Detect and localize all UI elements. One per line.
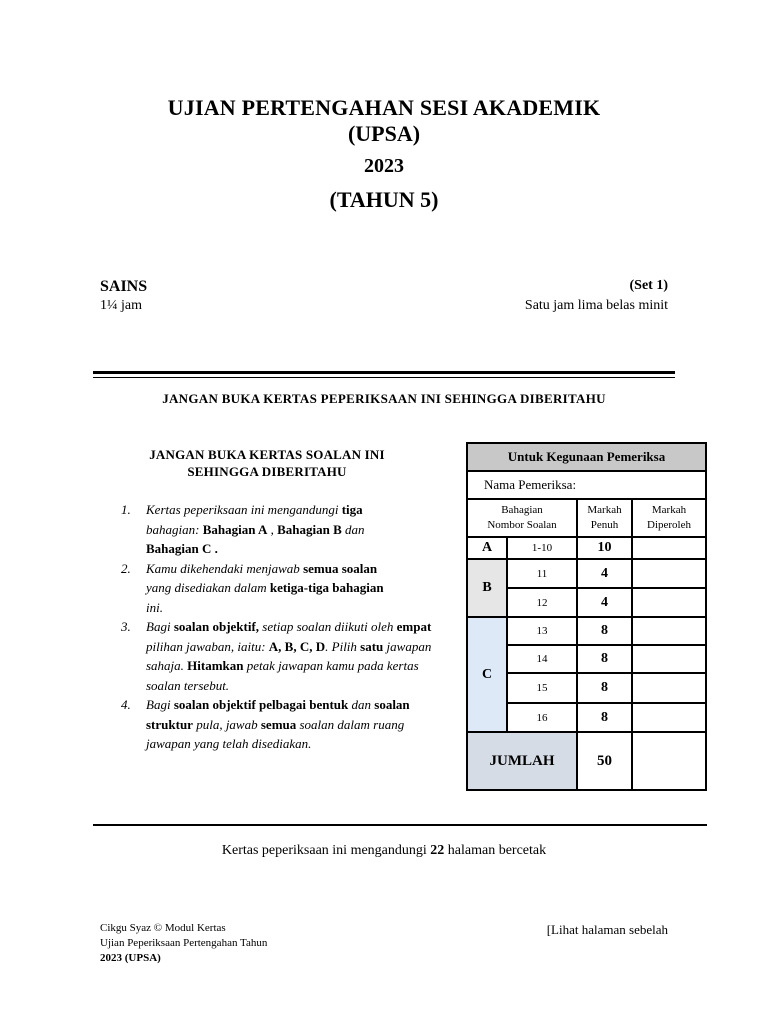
column-header-text: Bahagian <box>501 504 543 516</box>
instruction-text: jawapan sahaja. <box>146 638 432 673</box>
marks-obtained-cell <box>632 588 706 617</box>
exam-duration-words: Satu jam lima belas minit <box>524 298 668 313</box>
total-full-marks: 50 <box>577 732 632 790</box>
instruction-bold: Bahagian B <box>277 521 342 537</box>
instruction-number: 1. <box>121 502 131 517</box>
divider-thick <box>93 371 675 374</box>
instruction-text: petak jawapan kamu pada kertas soalan tersebut. <box>146 658 419 693</box>
instruction-text: pilihan jawaban, iaitu: <box>146 638 269 654</box>
question-number: 14 <box>507 645 577 673</box>
instruction-text: dan <box>348 697 375 712</box>
subject-name: SAINS <box>100 278 148 295</box>
instruction-bold: Bahagian C . <box>146 541 218 556</box>
instruction-bold: soalan struktur <box>146 697 410 732</box>
full-marks: 8 <box>577 645 632 673</box>
column-header-text: Penuh <box>590 519 619 531</box>
exam-duration: 1¼ jam <box>100 298 142 313</box>
marks-obtained-cell <box>632 617 706 645</box>
page-count-note <box>0 843 768 859</box>
exam-grade: (TAHUN 5) <box>329 187 439 212</box>
page-count-number: 22 <box>430 843 445 858</box>
column-header-text: Diperoleh <box>647 519 691 531</box>
footer-line: Ujian Peperiksaan Pertengahan Tahun <box>100 937 268 949</box>
section-b-label: B <box>467 559 507 617</box>
marks-obtained-cell <box>632 559 706 588</box>
instructions-heading-line1: JANGAN BUKA KERTAS SOALAN INI <box>149 447 385 462</box>
question-number: 16 <box>507 703 577 732</box>
instruction-text: dan <box>341 521 365 537</box>
instruction-bold: soalan objektif pelbagai bentuk <box>173 697 349 712</box>
question-number: 1-10 <box>507 537 577 559</box>
instruction-text: ini. <box>146 599 163 615</box>
full-marks: 8 <box>577 617 632 645</box>
column-header-text: Markah <box>651 504 687 516</box>
exam-year: 2023 <box>364 155 404 177</box>
instruction-item <box>121 617 433 695</box>
instructions-heading <box>120 446 414 480</box>
instruction-item <box>121 559 433 618</box>
column-header-section <box>467 499 577 537</box>
instruction-bold: soalan objektif, <box>173 619 260 634</box>
instruction-bold: semua <box>260 716 297 732</box>
instruction-bold: tiga <box>341 502 363 517</box>
instruction-text: yang disediakan dalam <box>146 580 270 595</box>
marks-obtained-cell <box>632 703 706 732</box>
instruction-bold: satu <box>360 638 384 654</box>
full-marks: 8 <box>577 673 632 703</box>
instruction-bold: ketiga-tiga bahagian <box>269 580 384 595</box>
instruction-item <box>121 500 433 559</box>
full-marks: 4 <box>577 559 632 588</box>
full-marks: 8 <box>577 703 632 732</box>
total-label: JUMLAH <box>467 732 577 790</box>
instruction-text: setiap soalan diikuti oleh <box>259 619 397 634</box>
footer-line: 2023 (UPSA) <box>100 952 161 964</box>
instruction-text: bahagian: <box>146 521 203 537</box>
instruction-item <box>121 695 433 754</box>
question-number: 15 <box>507 673 577 703</box>
full-marks: 4 <box>577 588 632 617</box>
marks-obtained-cell <box>632 645 706 673</box>
footer-credit <box>100 921 267 966</box>
column-header-full-marks <box>577 499 632 537</box>
instruction-bold: empat <box>396 619 432 634</box>
main-warning: JANGAN BUKA KERTAS PEPERIKSAAN INI SEHINGGA DIBERITAHU <box>162 391 606 406</box>
examiner-table <box>466 442 707 791</box>
exam-title: UJIAN PERTENGAHAN SESI AKADEMIK <box>167 95 601 120</box>
instruction-text: soalan dalam ruang jawapan yang telah disediakan. <box>146 716 405 751</box>
divider-bottom <box>93 824 707 826</box>
column-header-marks-obtained <box>632 499 706 537</box>
column-header-text: Nombor Soalan <box>487 519 557 531</box>
examiner-name-label: Nama Pemeriksa: <box>467 471 706 499</box>
instructions-heading-line2: SEHINGGA DIBERITAHU <box>187 464 347 479</box>
section-c-label: C <box>467 617 507 732</box>
instruction-bold: semua soalan <box>303 560 378 576</box>
marks-obtained-cell <box>632 673 706 703</box>
total-marks-obtained-cell <box>632 732 706 790</box>
marks-obtained-cell <box>632 537 706 559</box>
section-a-label: A <box>467 537 507 559</box>
page-count-text: halaman bercetak <box>444 843 547 858</box>
instruction-text: . Pilih <box>325 638 361 654</box>
instruction-number: 2. <box>121 560 131 576</box>
instruction-text: , <box>267 521 278 537</box>
question-number: 11 <box>507 559 577 588</box>
exam-abbreviation: (UPSA) <box>347 121 421 146</box>
page-count-text: Kertas peperiksaan ini mengandungi <box>221 843 431 858</box>
set-label: (Set 1) <box>629 278 668 293</box>
examiner-table-title: Untuk Kegunaan Pemeriksa <box>467 443 706 471</box>
next-page-note: [Lihat halaman sebelah <box>546 922 668 937</box>
question-number: 13 <box>507 617 577 645</box>
instruction-text: pula, jawab <box>192 716 261 732</box>
footer-line: Cikgu Syaz © Modul Kertas <box>100 922 226 934</box>
instruction-text: Kertas peperiksaan ini mengandungi <box>146 502 342 517</box>
divider-thin <box>93 377 675 378</box>
instruction-text: Bagi <box>146 619 174 634</box>
instruction-bold: Bahagian A <box>202 521 268 537</box>
full-marks: 10 <box>577 537 632 559</box>
question-number: 12 <box>507 588 577 617</box>
instruction-number: 4. <box>121 697 131 712</box>
instruction-bold: Hitamkan <box>187 658 244 673</box>
instruction-number: 3. <box>121 619 131 634</box>
instruction-bold: A, B, C, D <box>268 638 326 654</box>
instruction-text: Bagi <box>146 697 174 712</box>
instructions-list <box>121 500 433 754</box>
instruction-text: Kamu dikehendaki menjawab <box>146 560 304 576</box>
column-header-text: Markah <box>587 504 622 516</box>
